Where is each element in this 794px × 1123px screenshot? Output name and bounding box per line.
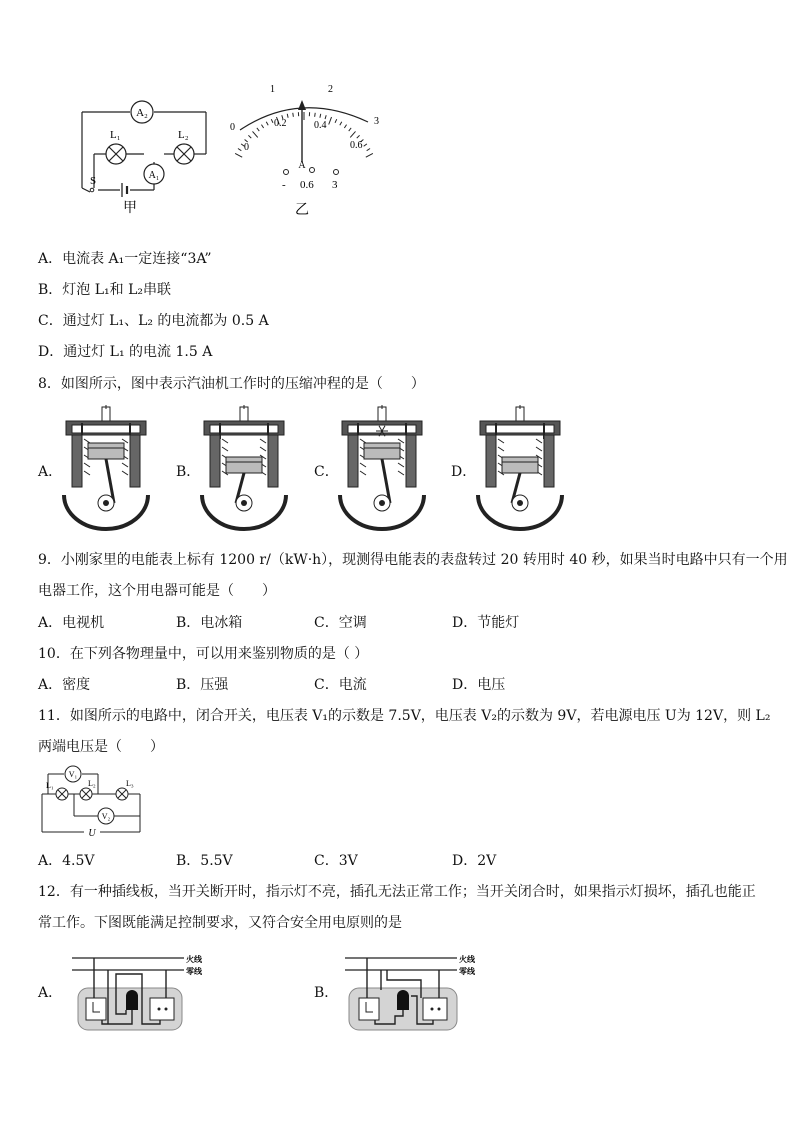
dial-tick xyxy=(364,144,367,146)
q10-option-d: D．电压 xyxy=(452,677,506,693)
dial-tick xyxy=(315,113,316,117)
dial-tick xyxy=(271,119,273,123)
switch-icon xyxy=(86,998,106,1020)
lamp-l2-icon xyxy=(80,788,92,800)
lamp-l2-label: L₂ xyxy=(178,129,189,141)
voltmeter-v1-label: V₁ xyxy=(68,770,78,779)
circuit-caption: 甲 xyxy=(123,201,137,216)
dial-tick xyxy=(357,135,360,138)
needle-icon xyxy=(298,100,306,162)
q10-option-b: B．压强 xyxy=(176,677,229,693)
scale-bottom-0: 0 xyxy=(244,142,249,153)
terminal-minus-icon xyxy=(284,170,289,175)
socket-icon xyxy=(150,998,174,1020)
scale-bottom-2: 0.4 xyxy=(314,120,327,131)
lamp-l3-label: L₃ xyxy=(126,779,134,788)
q11-option-c: C．3V xyxy=(314,853,358,869)
scale-bottom-1: 0.2 xyxy=(274,118,287,129)
neutral-wire-label-a: 零线 xyxy=(186,967,202,976)
dial-tick xyxy=(252,131,257,137)
q11-question-line2: 两端电压是（ ） xyxy=(38,739,164,755)
lamp-l1-label: L₁ xyxy=(46,781,54,790)
dial-tick xyxy=(329,117,332,124)
live-wire-label-a: 火线 xyxy=(186,955,202,964)
q8-label-a: A． xyxy=(38,464,63,480)
dial-tick xyxy=(320,114,321,118)
q9-option-a: A．电视机 xyxy=(38,615,105,631)
scale-top-0: 0 xyxy=(230,122,235,133)
q7-option-b: B．灯泡 L₁和 L₂串联 xyxy=(38,282,172,298)
q8-question: 8．如图所示，图中表示汽油机工作时的压缩冲程的是（ ） xyxy=(38,376,425,392)
q7-option-a: A．电流表 A₁一定连接“3A” xyxy=(38,251,212,267)
q8-label-b: B． xyxy=(176,464,201,480)
q11-option-a: A．4.5V xyxy=(38,853,95,869)
switch-icon xyxy=(359,998,379,1020)
dial-tick xyxy=(248,135,251,138)
dial-tick xyxy=(349,128,351,131)
terminal-0-6-icon xyxy=(310,168,315,173)
dial-tick xyxy=(344,125,346,128)
scale-bottom-3: 0.6 xyxy=(350,140,363,151)
q11-circuit-diagram xyxy=(38,762,148,838)
dial-tick xyxy=(266,122,268,126)
indicator-lamp-icon xyxy=(126,990,138,1010)
dial-tick xyxy=(325,115,326,119)
q7-option-d: D．通过灯 L₁ 的电流 1.5 A xyxy=(38,344,213,360)
engine-stroke-d-icon xyxy=(472,405,568,535)
lamp-l2-label: L₂ xyxy=(88,779,96,788)
meter-caption: 乙 xyxy=(295,203,309,218)
ammeter-a2-label: A₂ xyxy=(136,107,148,119)
scale-top-2: 2 xyxy=(328,84,333,95)
circuit-diagram-jia xyxy=(70,88,220,218)
battery-icon xyxy=(122,183,127,197)
voltmeter-v2-label: V₂ xyxy=(101,812,111,821)
scale-top-1: 1 xyxy=(270,84,275,95)
ammeter-a1-label: A₁ xyxy=(148,170,160,181)
lamp-l1-icon xyxy=(56,788,68,800)
switch-label: S xyxy=(90,175,97,187)
q10-option-c: C．电流 xyxy=(314,677,367,693)
dial-tick xyxy=(340,122,342,126)
lamp-l3-icon xyxy=(116,788,128,800)
terminal-0-6: 0.6 xyxy=(300,179,314,191)
q9-question-line2: 电器工作，这个用电器可能是（ ） xyxy=(38,583,276,599)
voltage-u-label: U xyxy=(88,828,96,839)
dial-tick xyxy=(257,128,259,131)
dial-tick xyxy=(367,149,370,151)
q9-option-d: D．节能灯 xyxy=(452,615,520,631)
socket-icon xyxy=(423,998,447,1020)
dial-tick xyxy=(293,113,294,117)
engine-stroke-c-icon xyxy=(334,405,430,535)
power-strip-b-diagram xyxy=(345,950,475,1034)
indicator-lamp-icon xyxy=(397,990,409,1010)
dial-tick xyxy=(287,114,288,118)
terminal-3: 3 xyxy=(332,179,338,191)
q7-option-c: C．通过灯 L₁、L₂ 的电流都为 0.5 A xyxy=(38,313,269,329)
dial-tick xyxy=(335,119,337,123)
q9-question-line1: 9．小刚家里的电能表上标有 1200 r/（kW·h），现测得电能表的表盘转过 20 转用时 40 秒，如果当时电路中只有一个用 xyxy=(38,552,788,568)
dial-tick xyxy=(261,125,263,128)
ammeter-dial xyxy=(218,80,388,220)
dial-tick xyxy=(238,149,241,151)
q12-label-a: A． xyxy=(38,985,63,1001)
q9-option-c: C．空调 xyxy=(314,615,367,631)
engine-stroke-a-icon xyxy=(58,405,154,535)
q12-question-line1: 12．有一种插线板，当开关断开时，指示灯不亮，插孔无法正常工作；当开关闭合时，如果指示灯损坏，插孔也能正 xyxy=(38,884,756,900)
q12-label-b: B． xyxy=(314,985,339,1001)
q8-label-c: C． xyxy=(314,464,339,480)
live-wire-label-b: 火线 xyxy=(459,955,475,964)
lamp-l2-icon xyxy=(174,144,194,164)
terminal-minus: - xyxy=(282,179,286,191)
terminal-3-icon xyxy=(334,170,339,175)
dial-tick xyxy=(235,153,242,157)
lamp-l1-label: L₁ xyxy=(110,129,121,141)
lamp-l1-icon xyxy=(106,144,126,164)
scale-top-3: 3 xyxy=(374,116,379,127)
q11-question-line1: 11．如图所示的电路中，闭合开关，电压表 V₁的示数是 7.5V，电压表 V₂的示数为 9V，若电源电压 U为 12V，则 L₂ xyxy=(38,708,771,724)
dial-tick xyxy=(366,153,373,157)
power-strip-a-diagram xyxy=(72,950,202,1034)
q12-question-line2: 常工作。下图既能满足控制要求，又符合安全用电原则的是 xyxy=(38,915,402,931)
q8-label-d: D． xyxy=(451,464,477,480)
neutral-wire-label-b: 零线 xyxy=(459,967,475,976)
q11-option-d: D．2V xyxy=(452,853,497,869)
q10-option-a: A．密度 xyxy=(38,677,91,693)
engine-stroke-b-icon xyxy=(196,405,292,535)
meter-unit: A xyxy=(298,160,306,171)
dial-tick xyxy=(350,131,355,137)
q9-option-b: B．电冰箱 xyxy=(176,615,243,631)
q11-option-b: B．5.5V xyxy=(176,853,233,869)
switch-icon xyxy=(90,188,94,192)
q10-question: 10．在下列各物理量中，可以用来鉴别物质的是（ ） xyxy=(38,646,369,662)
